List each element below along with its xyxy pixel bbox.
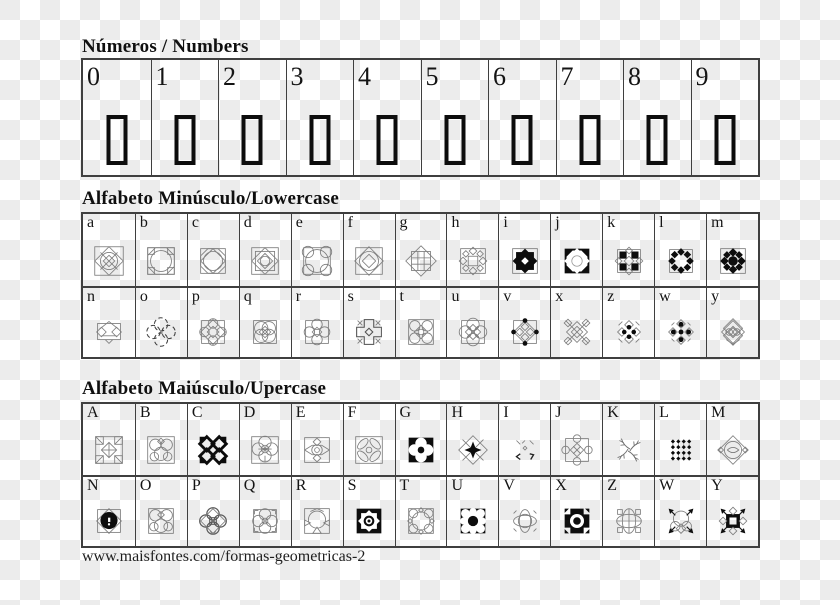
- glyph-cell-6: [488, 60, 556, 175]
- footer-url: www.maisfontes.com/formas-geometricas-2: [82, 548, 366, 565]
- cell-label: 4: [358, 62, 371, 91]
- outline-corner-lattice-cross-icon: [90, 431, 128, 469]
- glyph-cell-X: [550, 477, 602, 546]
- cell-label: v: [503, 287, 512, 305]
- sparse-ticks-icon: [506, 431, 544, 469]
- cell-label: c: [191, 214, 199, 231]
- outline-circle-cluster-icon: [142, 431, 180, 469]
- tofu-box-icon: [435, 114, 475, 166]
- cell-label: H: [451, 404, 464, 421]
- glyph-cell-E: [291, 404, 343, 475]
- glyph-cell-i: [498, 214, 550, 286]
- glyph-cell-P: [187, 477, 239, 546]
- cell-label: X: [555, 477, 567, 494]
- cell-label: m: [711, 214, 724, 231]
- cell-label: j: [555, 214, 560, 231]
- glyph-cell-u: [446, 288, 498, 358]
- tofu-box-icon: [637, 114, 677, 166]
- glyph-cell-O: [135, 477, 187, 546]
- outline-octagon-in-square-icon: [194, 242, 232, 280]
- glyph-cell-o: [135, 288, 187, 358]
- glyph-cell-4: [353, 60, 421, 175]
- cell-label: A: [87, 404, 99, 421]
- cell-label: D: [243, 404, 256, 421]
- outline-leaf-pinwheel-icon: [350, 431, 388, 469]
- cell-label: g: [399, 214, 408, 231]
- cell-label: Y: [711, 477, 723, 494]
- cell-label: k: [607, 214, 616, 231]
- glyph-cell-j: [550, 214, 602, 286]
- cell-label: y: [711, 287, 720, 305]
- glyph-cell-a: [83, 214, 135, 286]
- glyph-cell-3: [286, 60, 354, 175]
- outline-octagon-corner-brackets-icon: [142, 242, 180, 280]
- glyph-cell-K: [602, 404, 654, 475]
- outline-quatrefoil-cross-icon: [454, 313, 492, 351]
- glyph-cell-f: [343, 214, 395, 286]
- cell-label: E: [295, 404, 306, 421]
- outline-quatrefoil-square-icon: [246, 431, 284, 469]
- outline-diamond-eye-icon: [714, 431, 752, 469]
- numbers-section-title: Números / Numbers: [82, 36, 249, 57]
- cell-label: 6: [493, 62, 506, 91]
- outline-circle-corner-petals-icon: [298, 242, 336, 280]
- cell-label: r: [295, 287, 302, 305]
- outline-petal-rosette-icon: [454, 242, 492, 280]
- uppercase-row-2: [83, 475, 758, 546]
- diamond-bead-grid-icon: [662, 431, 700, 469]
- cell-label: 0: [87, 62, 100, 91]
- inverted-quatrefoil-icon: [402, 431, 440, 469]
- lowercase-row-1: [83, 214, 758, 286]
- uppercase-section-title: Alfabeto Maiúsculo/Upercase: [82, 378, 327, 399]
- numbers-table: [81, 58, 760, 177]
- glyph-cell-S: [343, 477, 395, 546]
- black-cross-disc-icon: [558, 502, 596, 540]
- tofu-box-icon: [367, 114, 407, 166]
- cell-label: a: [87, 214, 95, 231]
- cell-label: 9: [695, 62, 709, 91]
- cell-label: O: [139, 477, 152, 494]
- cell-label: P: [191, 477, 201, 494]
- cell-label: T: [399, 477, 410, 494]
- inverted-flower-disc-icon: [454, 502, 492, 540]
- cell-label: V: [503, 477, 515, 494]
- cell-label: L: [659, 404, 669, 421]
- cell-label: n: [87, 287, 95, 305]
- inverted-star-disc-icon: [350, 502, 388, 540]
- tofu-box-icon: [502, 114, 542, 166]
- cell-label: 8: [628, 62, 641, 91]
- cell-label: Z: [607, 477, 617, 494]
- outline-petals-black-dots-icon: [610, 313, 648, 351]
- glyph-cell-z: [602, 288, 654, 358]
- outline-petal-lattice-icon: [402, 313, 440, 351]
- cell-label: S: [347, 477, 357, 494]
- glyph-cell-B: [135, 404, 187, 475]
- glyph-cell-h: [446, 214, 498, 286]
- cell-label: z: [607, 287, 615, 305]
- ellipse-flower-light-icon: [506, 502, 544, 540]
- tofu-box-icon: [232, 114, 272, 166]
- outline-layered-diamonds-icon: [714, 313, 752, 351]
- cell-label: u: [451, 287, 460, 305]
- tofu-box-icon: [97, 114, 137, 166]
- cell-label: b: [139, 214, 148, 231]
- cell-label: f: [347, 214, 353, 231]
- glyph-cell-7: [556, 60, 624, 175]
- glyph-cell-N: [83, 477, 135, 546]
- lowercase-section-title: Alfabeto Minúsculo/Lowercase: [82, 188, 339, 209]
- cell-label: x: [555, 287, 564, 305]
- cell-label: q: [243, 287, 252, 305]
- cell-label: t: [399, 287, 404, 305]
- cell-label: i: [503, 214, 508, 231]
- cell-label: 5: [425, 62, 439, 91]
- glyph-cell-J: [550, 404, 602, 475]
- cell-label: 3: [290, 62, 304, 91]
- cell-label: J: [555, 404, 562, 421]
- glyph-cell-x: [550, 288, 602, 358]
- cell-label: K: [607, 404, 619, 421]
- outline-diamond-circle-icon: [350, 242, 388, 280]
- cell-label: F: [347, 404, 357, 421]
- glyph-cell-Q: [239, 477, 291, 546]
- glyph-cell-r: [291, 288, 343, 358]
- black-checker-lattice-icon: [194, 431, 232, 469]
- glyph-cell-v: [498, 288, 550, 358]
- outline-broken-quatrefoil-icon: [142, 313, 180, 351]
- glyph-cell-g: [395, 214, 447, 286]
- glyph-cell-D: [239, 404, 291, 475]
- glyph-cell-1: [151, 60, 219, 175]
- cell-label: C: [191, 404, 203, 421]
- glyph-cell-G: [395, 404, 447, 475]
- tofu-box-icon: [165, 114, 205, 166]
- outline-fleur-cross-icon: [350, 313, 388, 351]
- cell-label: R: [295, 477, 307, 494]
- glyph-cell-e: [291, 214, 343, 286]
- cell-label: Q: [243, 477, 256, 494]
- cell-label: I: [503, 404, 509, 421]
- glyph-cell-V: [498, 477, 550, 546]
- sun-rays-square-icon: [298, 502, 336, 540]
- glyph-cell-n: [83, 288, 135, 358]
- glyph-cell-b: [135, 214, 187, 286]
- cell-label: w: [659, 287, 671, 305]
- circle-corner-arrows-icon: [662, 502, 700, 540]
- outline-diamond-circle-cross-icon: [90, 242, 128, 280]
- outline-arch-diamond-icon: [90, 313, 128, 351]
- lowercase-table: [81, 212, 760, 359]
- outline-overlapping-petals-icon: [246, 313, 284, 351]
- black-ring-arrows-icon: [714, 502, 752, 540]
- black-rosette-icon: [714, 242, 752, 280]
- glyph-cell-L: [654, 404, 706, 475]
- swirl-sprigs-icon: [610, 431, 648, 469]
- outline-diamond-black-dots-icon: [506, 313, 544, 351]
- lowercase-row-2: [83, 286, 758, 358]
- glyph-cell-5: [421, 60, 489, 175]
- outline-grid-star-icon: [402, 242, 440, 280]
- glyph-cell-y: [706, 288, 758, 358]
- glyph-cell-t: [395, 288, 447, 358]
- cell-label: d: [243, 214, 252, 231]
- inverted-square-rosette-icon: [558, 242, 596, 280]
- glyph-cell-8: [623, 60, 691, 175]
- glyph-cell-F: [343, 404, 395, 475]
- circle-corner-circles-icon: [402, 502, 440, 540]
- glyph-cell-C: [187, 404, 239, 475]
- glyph-cell-Y: [706, 477, 758, 546]
- cell-label: e: [295, 214, 303, 231]
- cell-label: p: [191, 287, 200, 305]
- black-diamond-ring-icon: [662, 242, 700, 280]
- black-eight-point-star-icon: [506, 242, 544, 280]
- glyph-cell-k: [602, 214, 654, 286]
- outline-cross-black-dots-icon: [662, 313, 700, 351]
- glyph-cell-l: [654, 214, 706, 286]
- outline-lobed-diamond-icon: [194, 313, 232, 351]
- checker-corner-squares-icon: [610, 242, 648, 280]
- cell-label: B: [139, 404, 151, 421]
- cell-label: N: [87, 477, 99, 494]
- glyph-cell-W: [654, 477, 706, 546]
- uppercase-row-1: [83, 404, 758, 475]
- glyph-cell-A: [83, 404, 135, 475]
- outline-four-petal-flower-icon: [298, 313, 336, 351]
- cell-label: M: [711, 404, 726, 421]
- cell-label: l: [659, 214, 664, 231]
- black-disc-diamond-icon: [90, 502, 128, 540]
- glyph-cell-d: [239, 214, 291, 286]
- glyph-cell-H: [446, 404, 498, 475]
- quatrefoil-corner-hooks-icon: [246, 502, 284, 540]
- glyph-cell-9: [691, 60, 759, 175]
- cell-label: 2: [223, 62, 236, 91]
- glyph-cell-I: [498, 404, 550, 475]
- glyph-cell-R: [291, 477, 343, 546]
- glyph-cell-m: [706, 214, 758, 286]
- glyph-cell-p: [187, 288, 239, 358]
- glyph-cell-T: [395, 477, 447, 546]
- glyph-cell-2: [218, 60, 286, 175]
- glyph-cell-M: [706, 404, 758, 475]
- bracket-scallop-frame-icon: [558, 431, 596, 469]
- cell-label: h: [451, 214, 460, 231]
- outline-woven-lattice-icon: [558, 313, 596, 351]
- glyph-cell-U: [446, 477, 498, 546]
- thick-quatrefoil-icon: [194, 502, 232, 540]
- outline-flower-eye-icon: [298, 431, 336, 469]
- cell-label: U: [451, 477, 464, 494]
- cell-label: s: [347, 287, 354, 305]
- diamond-black-star-icon: [454, 431, 492, 469]
- glyph-cell-Z: [602, 477, 654, 546]
- cell-label: G: [399, 404, 412, 421]
- tofu-box-icon: [300, 114, 340, 166]
- circle-flower-cluster-icon: [142, 502, 180, 540]
- ellipse-cross-grid-icon: [610, 502, 648, 540]
- cell-label: W: [659, 477, 675, 494]
- glyph-cell-c: [187, 214, 239, 286]
- outline-eight-point-star-icon: [246, 242, 284, 280]
- tofu-box-icon: [705, 114, 745, 166]
- cell-label: 7: [560, 62, 574, 91]
- uppercase-table: [81, 402, 760, 548]
- cell-label: o: [139, 287, 148, 305]
- tofu-box-icon: [570, 114, 610, 166]
- glyph-cell-w: [654, 288, 706, 358]
- cell-label: 1: [155, 62, 169, 91]
- glyph-cell-0: [83, 60, 151, 175]
- glyph-cell-q: [239, 288, 291, 358]
- glyph-cell-s: [343, 288, 395, 358]
